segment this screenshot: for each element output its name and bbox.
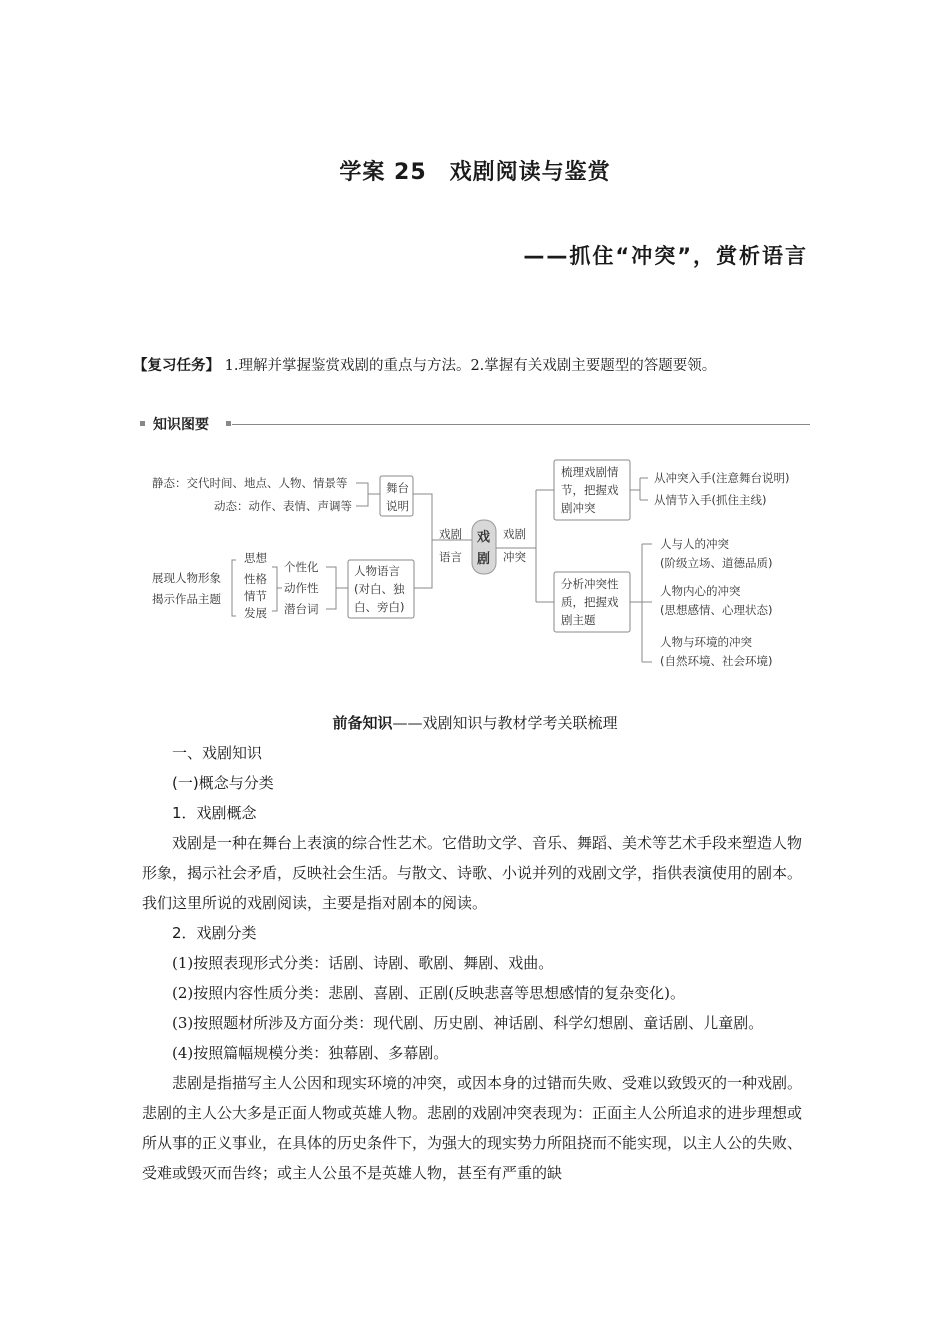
classification-item: (1)按照表现形式分类：话剧、诗剧、歌剧、舞剧、戏曲。 bbox=[172, 954, 554, 972]
classification-item: (4)按照篇幅规模分类：独幕剧、多幕剧。 bbox=[172, 1044, 449, 1062]
square-bullet-icon bbox=[140, 421, 145, 426]
stage-box-line: 说明 bbox=[386, 499, 409, 513]
lang-type: 潜台词 bbox=[284, 602, 319, 616]
char-lang-line: 白、旁白) bbox=[354, 600, 405, 614]
conflict-type: 人与人的冲突 bbox=[660, 537, 729, 551]
sort-item: 从冲突入手(注意舞台说明) bbox=[654, 471, 790, 485]
drama-conflict-label: 冲突 bbox=[503, 550, 526, 564]
merge-connector bbox=[413, 494, 472, 588]
drama-conflict-label: 戏剧 bbox=[503, 527, 526, 541]
left-bottom-note: 揭示作品主题 bbox=[152, 592, 221, 606]
knowledge-map-header bbox=[140, 414, 810, 434]
center-char: 剧 bbox=[477, 552, 491, 567]
analyze-box-line: 分析冲突性 bbox=[561, 577, 619, 591]
static-note: 静态：交代时间、地点、人物、情景等 bbox=[152, 476, 348, 490]
paragraph: 戏剧是一种在舞台上表演的综合性艺术。它借助文学、音乐、舞蹈、美术等艺术手段来塑造人物形象，揭示社会矛盾，反映社会生活。与散文、诗歌、小说并列的戏剧文学，指供表演使用的剧本。我们这里所说的戏剧阅读，主要是指对剧本的阅读。 bbox=[142, 834, 803, 912]
section-heading bbox=[0, 712, 950, 733]
center-char: 戏 bbox=[477, 530, 491, 545]
knowledge-map-heading: 知识图要 bbox=[153, 417, 209, 433]
section-heading-rest: ——戏剧知识与教材学考关联梳理 bbox=[392, 714, 618, 732]
conflict-detail: (思想感情、心理状态) bbox=[660, 603, 773, 617]
knowledge-map-diagram bbox=[0, 440, 950, 680]
analyze-box-line: 剧主题 bbox=[561, 613, 596, 627]
aspect-item: 思想 bbox=[244, 551, 267, 565]
classification-item: (2)按照内容性质分类：悲剧、喜剧、正剧(反映悲喜等思想感情的复杂变化)。 bbox=[172, 984, 685, 1002]
page-subtitle: ——抓住“冲突”，赏析语言 bbox=[523, 244, 808, 268]
heading-1: 一、戏剧知识 bbox=[172, 744, 263, 762]
sort-box-line: 梳理戏剧情 bbox=[561, 465, 619, 479]
body-content bbox=[142, 738, 812, 1188]
brace-connector bbox=[356, 483, 380, 506]
left-bottom-note: 展现人物形象 bbox=[152, 571, 221, 585]
review-task-text: 1.理解并掌握鉴赏戏剧的重点与方法。2.掌握有关戏剧主要题型的答题要领。 bbox=[224, 358, 717, 374]
review-task bbox=[133, 354, 716, 375]
sort-box-line: 节，把握戏 bbox=[561, 483, 619, 497]
drama-lang-label: 戏剧 bbox=[439, 527, 462, 541]
char-lang-line: (对白、独 bbox=[354, 582, 405, 596]
conflict-detail: (阶级立场、道德品质) bbox=[660, 556, 773, 570]
branch-connector bbox=[630, 544, 652, 662]
review-task-label: 【复习任务】 bbox=[133, 358, 220, 374]
brace-connector bbox=[272, 567, 282, 611]
header-rule bbox=[232, 424, 810, 425]
lang-type: 个性化 bbox=[284, 560, 319, 574]
heading-3: 2．戏剧分类 bbox=[172, 924, 257, 942]
conflict-type: 人物与环境的冲突 bbox=[660, 635, 752, 649]
paragraph: 悲剧是指描写主人公因和现实环境的冲突，或因本身的过错而失败、受难以致毁灭的一种戏剧。悲剧的主人公大多是正面人物或英雄人物。悲剧的戏剧冲突表现为：正面主人公所追求的进步理想或所从事的正义事业，在具体的历史条件下，为强大的现实势力所阻挠而不能实现，以主人公的失败、受难或毁灭而告终；或主人公虽不是英雄人物，甚至有严重的缺 bbox=[142, 1074, 803, 1182]
dynamic-note: 动态：动作、表情、声调等 bbox=[214, 499, 352, 513]
split-connector bbox=[536, 490, 554, 602]
analyze-box-line: 质，把握戏 bbox=[561, 595, 619, 609]
brace-connector bbox=[326, 567, 348, 609]
drama-lang-label: 语言 bbox=[439, 550, 462, 564]
section-heading-bold: 前备知识 bbox=[332, 714, 393, 732]
heading-3: 1．戏剧概念 bbox=[172, 804, 257, 822]
square-bullet-icon bbox=[226, 421, 231, 426]
stage-box-line: 舞台 bbox=[386, 481, 409, 495]
page-title: 学案 25 戏剧阅读与鉴赏 bbox=[339, 160, 611, 185]
aspect-item: 性格 bbox=[244, 572, 267, 586]
heading-2: (一)概念与分类 bbox=[172, 774, 274, 792]
classification-item: (3)按照题材所涉及方面分类：现代剧、历史剧、神话剧、科学幻想剧、童话剧、儿童剧。 bbox=[172, 1014, 764, 1032]
sort-item: 从情节入手(抓住主线) bbox=[654, 493, 767, 507]
conflict-type: 人物内心的冲突 bbox=[660, 584, 741, 598]
lang-type: 动作性 bbox=[284, 581, 319, 595]
aspect-item: 发展 bbox=[244, 606, 267, 620]
sort-box-line: 剧冲突 bbox=[561, 501, 596, 515]
conflict-detail: (自然环境、社会环境) bbox=[660, 654, 773, 668]
aspect-item: 情节 bbox=[244, 589, 267, 603]
char-lang-line: 人物语言 bbox=[354, 564, 400, 578]
branch-connector bbox=[630, 478, 648, 500]
brace-connector bbox=[232, 560, 236, 616]
